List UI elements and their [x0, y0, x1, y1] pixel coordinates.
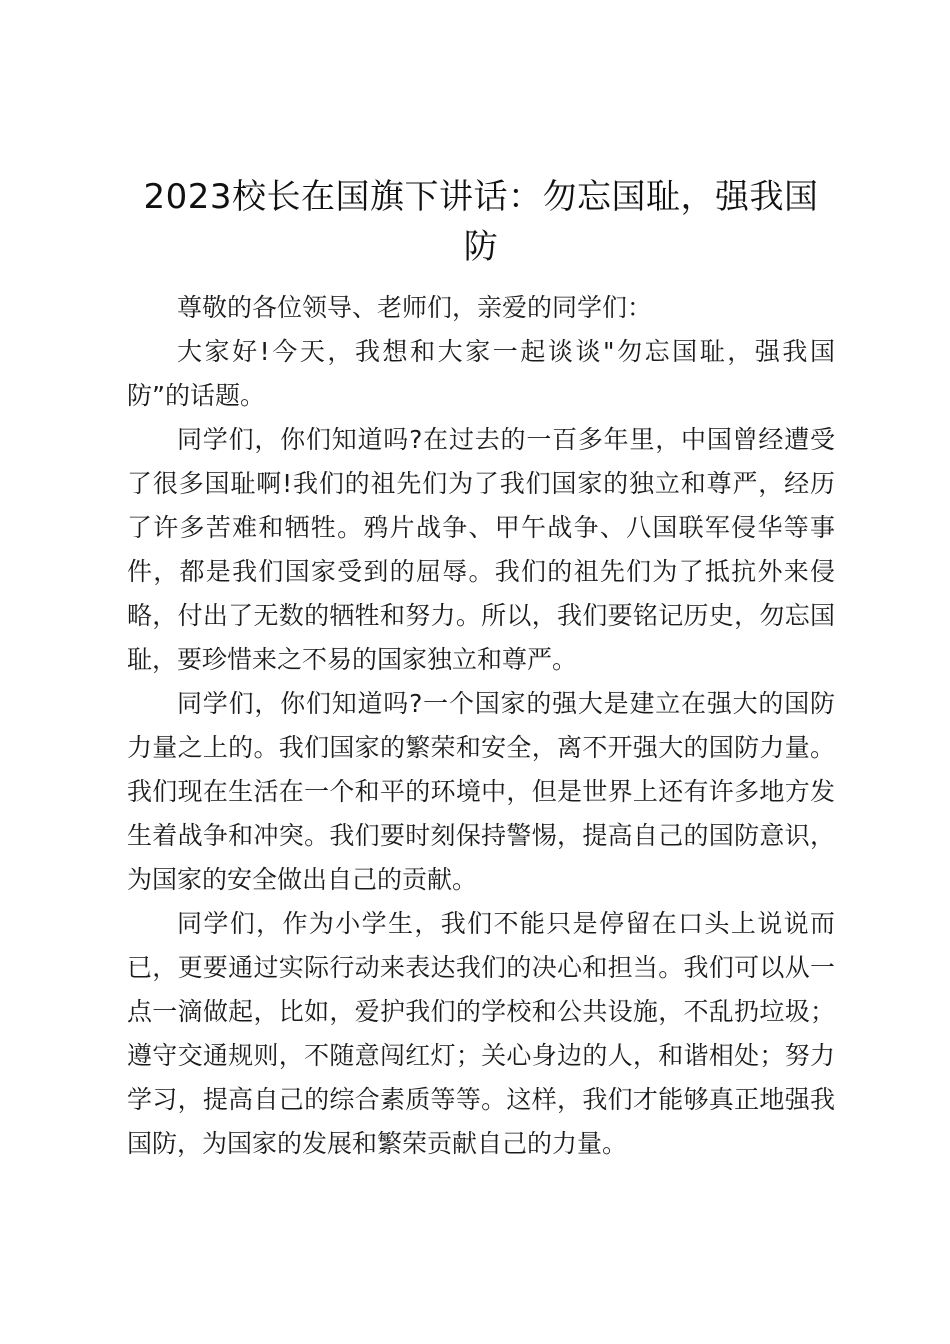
national-defense-paragraph: 同学们，你们知道吗?一个国家的强大是建立在强大的国防力量之上的。我们国家的繁荣和安全，离不开强大的国防力量。我们现在生活在一个和平的环境中，但是世界上还有许多地方发生着战争和冲突。我们要时刻保持警惕，提高自己的国防意识，为国家的安全做出自己的贡献。: [127, 689, 835, 894]
action-paragraph: 同学们，作为小学生，我们不能只是停留在口头上说说而已，更要通过实际行动来表达我们的决心和担当。我们可以从一点一滴做起，比如，爱护我们的学校和公共设施，不乱扔垃圾；遵守交通规则，不随意闯红灯；关心身边的人，和谐相处；努力学习，提高自己的综合素质等等。这样，我们才能够真正地强我国防，为国家的发展和繁荣贡献自己的力量。: [127, 909, 835, 1158]
greeting-paragraph: 大家好!今天，我想和大家一起谈谈"勿忘国耻，强我国防”的话题。: [127, 337, 835, 410]
salutation-paragraph: 尊敬的各位领导、老师们，亲爱的同学们：: [177, 293, 653, 322]
document-body: [127, 172, 835, 1166]
document-title: 2023校长在国旗下讲话：勿忘国耻，强我国防: [143, 177, 819, 267]
history-paragraph: 同学们，你们知道吗?在过去的一百多年里，中国曾经遭受了很多国耻啊!我们的祖先们为了我们国家的独立和尊严，经历了许多苦难和牺牲。鸦片战争、甲午战争、八国联军侵华等事件，都是我们国家受到的屈辱。我们的祖先们为了抵抗外来侵略，付出了无数的牺牲和努力。所以，我们要铭记历史，勿忘国耻，要珍惜来之不易的国家独立和尊严。: [127, 425, 835, 674]
